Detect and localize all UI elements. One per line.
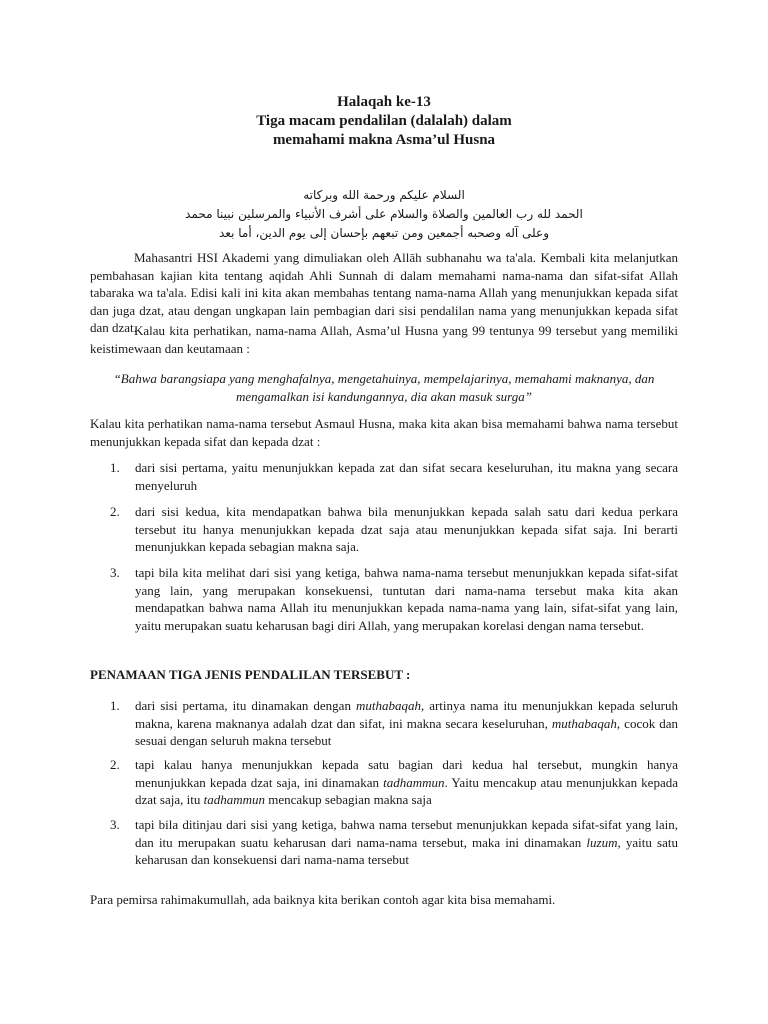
list-item-text: tapi bila kita melihat dari sisi yang ketiga, bahwa nama-nama tersebut menunjukkan kepada sifat-sifat yang lain, yang merupakan konsekuensi, tuntutan dari nama-nama tersebut maka kita akan mendapatkan bahwa nama Allah itu menunjukkan kepada nama-nama yang lain, sifat-sifat yang lain, yaitu merupakan suatu keharusan bagi diri Allah, yang merupakan korelasi dengan nama tersebut. [135, 565, 678, 633]
list-item-tadhammun: tapi kalau hanya menunjukkan kepada satu bagian dari kedua hal tersebut, mungkin hanya menunjukkan kepada dzat saja, ini dinamakan tadhammun. Yaitu mencakup atau menunjukkan kepada dzat saja, itu tadhammun mencakup sebagian makna saja [135, 757, 678, 807]
intro-paragraph-2: Kalau kita perhatikan, nama-nama Allah, Asma’ul Husna yang 99 tentunya 99 tersebut yang memiliki keistimewaan dan keutamaan : [90, 323, 678, 356]
title-line-2: Tiga macam pendalilan (dalalah) dalam [256, 113, 512, 129]
hadith-quote: “Bahwa barangsiapa yang menghafalnya, mengetahuinya, mempelajarinya, memahami maknanya, dan mengamalkan isi kandungannya, dia akan masuk surga” [113, 371, 655, 404]
arabic-hamdalah: الحمد لله رب العالمين والصلاة والسلام على أشرف الأنبياء والمرسلين نبينا محمد [185, 207, 583, 221]
term-luzum: luzum [586, 834, 618, 850]
arabic-salam: السلام عليكم ورحمة الله وبركاته [303, 188, 465, 202]
list-number: 2. [110, 757, 120, 772]
list-number: 1. [110, 460, 120, 475]
section-heading: PENAMAAN TIGA JENIS PENDALILAN TERSEBUT : [90, 667, 411, 682]
term-tadhammun: tadhammun [383, 774, 445, 790]
list-item-muthabaqah: dari sisi pertama, itu dinamakan dengan muthabaqah, artinya nama itu menunjukkan kepada seluruh makna, karena maknanya adalah dzat dan sifat, ini makna secara keseluruhan, muthabaqah, cocok dan sesuai dengan seluruh makna tersebut [135, 698, 678, 748]
list-item-luzum: tapi bila ditinjau dari sisi yang ketiga, bahwa nama tersebut menunjukkan kepada sifat-sifat yang lain, dan itu merupakan suatu keharusan dari nama-nama tersebut, maka ini dinamakan luzum, yaitu satu keharusan dan konsekuensi dari nama-nama tersebut [135, 817, 678, 867]
list-number: 1. [110, 698, 120, 713]
intro-paragraph-1: Mahasantri HSI Akademi yang dimuliakan oleh Allāh subhanahu wa ta'ala. Kembali kita melanjutkan pembahasan kajian kita tentang aqidah Ahli Sunnah di dalam memahami nama-nama dan sifat-sifat Allah tabaraka wa ta'ala. Edisi kali ini kita akan membahas tentang nama-nama Allah yang menunjukkan kepada sifat dan juga dzat, atau dengan ungkapan lain pembagian dari sisi pendalilan nama yang menunjukkan kepada sifat dan dzat. [90, 250, 678, 335]
list-item-text: dari sisi pertama, yaitu menunjukkan kepada zat dan sifat secara keseluruhan, itu makna yang secara menyeluruh [135, 460, 678, 493]
intro-paragraph-3: Kalau kita perhatikan nama-nama tersebut Asmaul Husna, maka kita akan bisa memahami bahwa nama tersebut menunjukkan kepada sifat dan kepada dzat : [90, 416, 678, 449]
list-number: 2. [110, 504, 120, 519]
list-number: 3. [110, 817, 120, 832]
term-muthabaqah: muthabaqah [355, 698, 421, 713]
list-item-text: dari sisi kedua, kita mendapatkan bahwa bila menunjukkan kepada salah satu dari kedua perkara tersebut itu hanya menunjukkan kepada dzat saja atau menunjukkan kepada sifat saja. Ini berarti menunjukkan kepada sebagian makna saja. [135, 504, 678, 554]
closing-paragraph: Para pemirsa rahimakumullah, ada baiknya kita berikan contoh agar kita bisa memahami. [90, 892, 556, 907]
title-line-3: memahami makna Asma’ul Husna [272, 132, 496, 148]
arabic-shalawat: وعلى آله وصحبه أجمعين ومن تبعهم بإحسان إلى يوم الدين، أما بعد [219, 226, 549, 240]
title-line-1: Halaqah ke-13 [337, 94, 431, 110]
list-number: 3. [110, 565, 120, 580]
term-muthabaqah: muthabaqah [551, 715, 617, 731]
term-tadhammun: tadhammun [203, 792, 265, 807]
